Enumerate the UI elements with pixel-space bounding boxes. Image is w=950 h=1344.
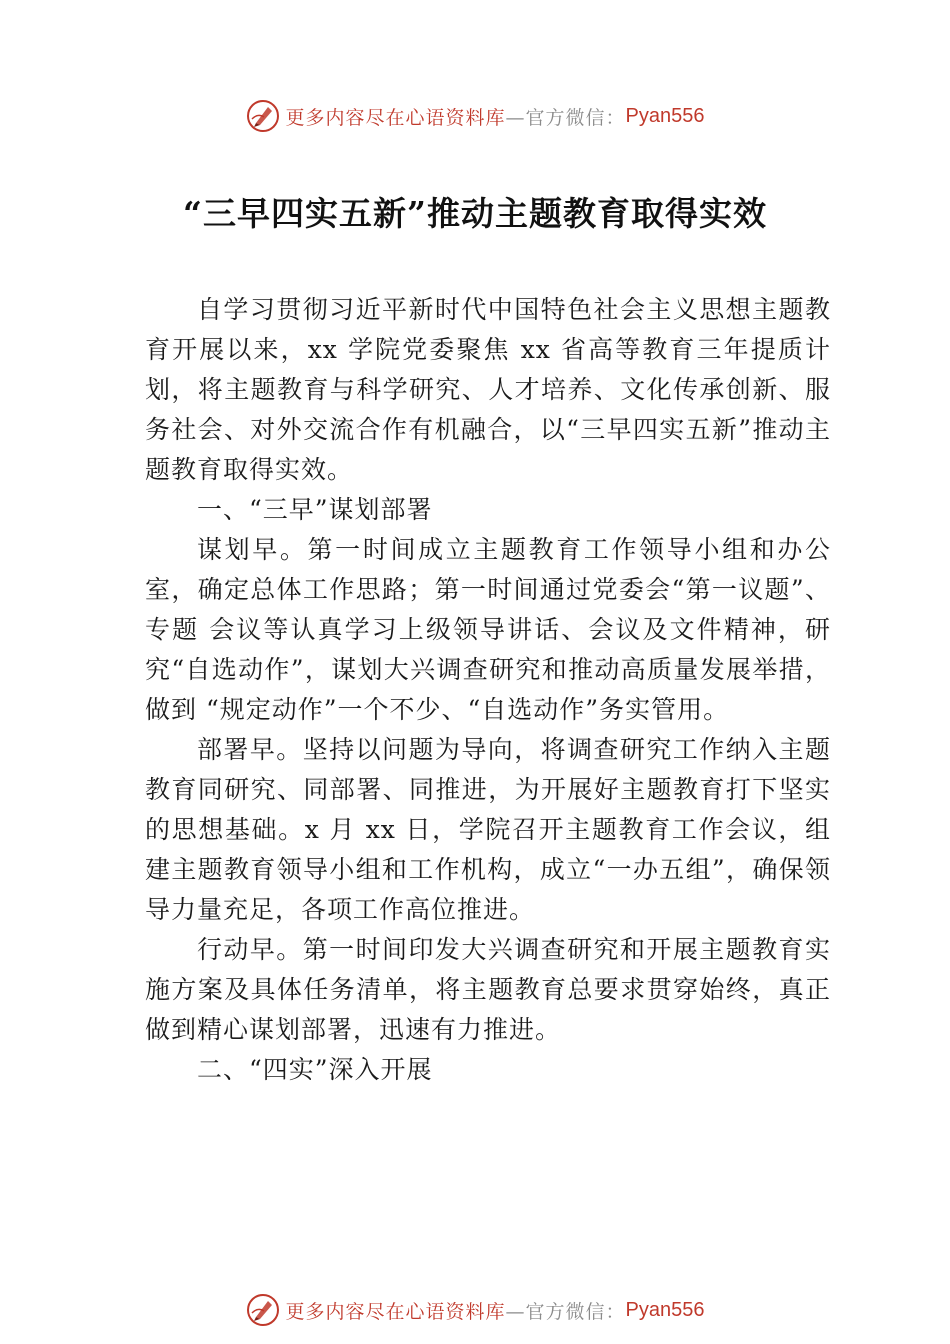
- section-heading-1: 一、“三早”谋划部署: [197, 495, 433, 524]
- paragraph-intro: 自学习贯彻习近平新时代中国特色社会主义思想主题教育开展以来，xx 学院党委聚焦 xx 省高等教育三年提质计划，将主题教育与科学研究、人才培养、文化传承创新、服务社会、对外交流合作有机融合，以“三早四实五新”推动主题教育取得实效。: [145, 295, 831, 484]
- watermark-main-text: 更多内容尽在心语资料库: [285, 1300, 506, 1323]
- watermark-main-text: 更多内容尽在心语资料库: [285, 106, 506, 129]
- paragraph-deployment-early: 部署早。坚持以问题为导向，将调查研究工作纳入主题教育同研究、同部署、同推进，为开展好主题教育打下坚实的思想基础。x 月 xx 日，学院召开主题教育工作会议，组建主题教育领导小组和工作机构，成立“一办五组”，确保领导力量充足，各项工作高位推进。: [145, 735, 831, 924]
- watermark-separator-text: —官方微信：: [505, 106, 626, 129]
- document-body: [145, 290, 831, 1090]
- watermark-separator-text: —官方微信：: [505, 1300, 626, 1323]
- watermark-wechat-id: Pyan556: [625, 1298, 705, 1321]
- paragraph-action-early: 行动早。第一时间印发大兴调查研究和开展主题教育实施方案及具体任务清单，将主题教育总要求贯穿始终，真正做到精心谋划部署，迅速有力推进。: [145, 935, 831, 1044]
- pen-nib-logo-icon: [246, 1293, 280, 1327]
- watermark-wechat-id: Pyan556: [625, 104, 705, 127]
- paragraph-planning-early: 谋划早。第一时间成立主题教育工作领导小组和办公室，确定总体工作思路；第一时间通过党委会“第一议题”、专题 会议等认真学习上级领导讲话、会议及文件精神，研究“自选动作”，谋划大兴调查研究和推动高质量发展举措，做到 “规定动作”一个不少、“自选动作”务实管用。: [145, 535, 831, 724]
- pen-nib-logo-icon: [246, 99, 280, 133]
- watermark-header: [0, 96, 950, 136]
- document-title: “三早四实五新”推动主题教育取得实效: [183, 194, 767, 233]
- watermark-footer: [0, 1290, 950, 1330]
- section-heading-2: 二、“四实”深入开展: [197, 1055, 433, 1084]
